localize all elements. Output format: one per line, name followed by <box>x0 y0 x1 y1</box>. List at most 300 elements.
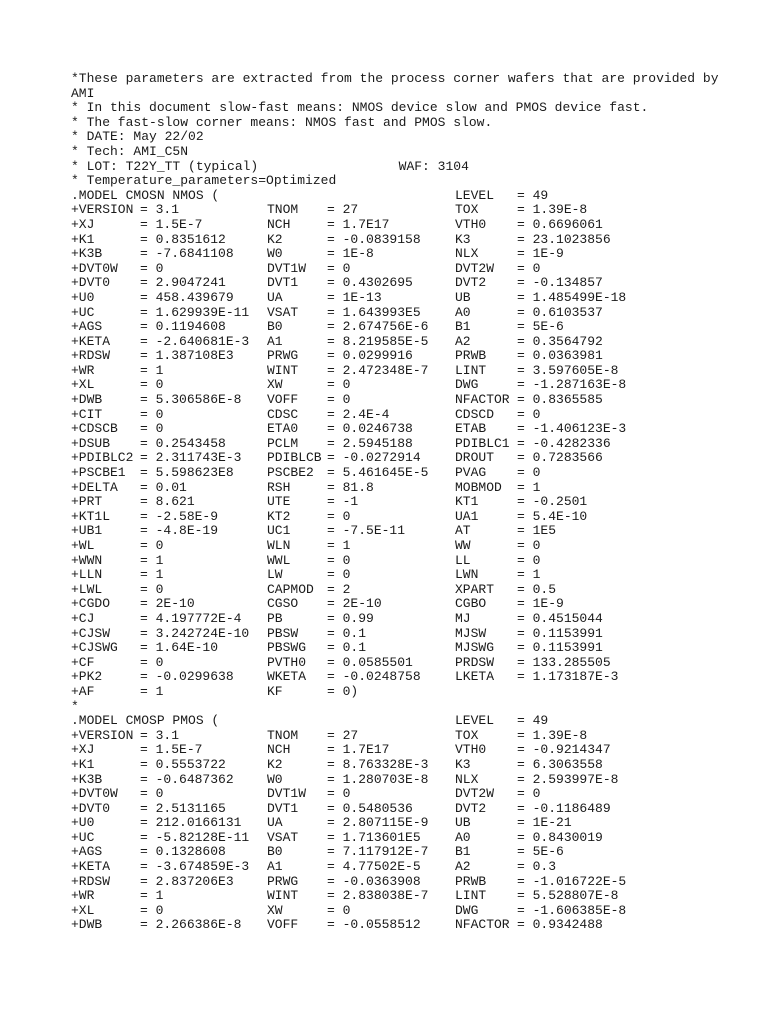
param-value: -1.287163E-8 <box>532 377 627 393</box>
param-value: 4.197772E-4 <box>155 610 242 626</box>
param-name: PVAG <box>455 465 487 481</box>
param-value: 0.1328608 <box>155 844 226 860</box>
param-name: UA1 <box>455 508 479 524</box>
param-name: PCLM <box>267 435 299 451</box>
param-entry: B0 = 7.117912E-7 <box>267 844 429 860</box>
param-entry: RSH = 81.8 <box>267 479 374 495</box>
param-name: +LLN <box>71 567 103 583</box>
param-value: 1.485499E-18 <box>532 289 627 305</box>
param-entry: +LWL = 0 <box>71 581 164 597</box>
nmos-param-row <box>71 627 731 642</box>
spice-model-document <box>71 72 731 933</box>
param-value: 0 <box>155 260 164 276</box>
pmos-param-row <box>71 860 731 875</box>
param-entry: +CDSCB = 0 <box>71 421 164 437</box>
param-entry: KT1 = -0.2501 <box>455 494 588 510</box>
param-value: 2E-10 <box>342 596 382 612</box>
param-value: 0 <box>342 567 351 583</box>
param-name: +K3B <box>71 771 103 787</box>
param-value: 5.598623E8 <box>155 465 234 481</box>
param-name: DVT2 <box>455 800 487 816</box>
param-name: +DSUB <box>71 435 111 451</box>
param-entry: LKETA = 1.173187E-3 <box>455 669 619 685</box>
param-entry: XW = 0 <box>267 902 351 918</box>
param-name: W0 <box>267 771 283 787</box>
param-entry: +XJ = 1.5E-7 <box>71 742 203 758</box>
param-name: PRWG <box>267 348 299 364</box>
pmos-param-row <box>71 875 731 890</box>
param-name: ETA0 <box>267 421 299 437</box>
param-entry: +PDIBLC2 = 2.311743E-3 <box>71 450 242 466</box>
param-name: +VERSION <box>71 202 134 218</box>
param-name: VTH0 <box>455 216 487 232</box>
param-entry: LW = 0 <box>267 567 351 583</box>
nmos-param-row <box>71 262 731 277</box>
param-entry: XPART = 0.5 <box>455 581 557 597</box>
param-value: 458.439679 <box>155 289 234 305</box>
param-entry: +K3B = -0.6487362 <box>71 771 234 787</box>
param-name: VOFF <box>267 917 299 933</box>
param-value: 1 <box>155 683 164 699</box>
param-name: +UB1 <box>71 523 103 539</box>
param-name: +AGS <box>71 319 103 335</box>
param-entry: +DWB = 2.266386E-8 <box>71 917 242 933</box>
nmos-param-row <box>71 451 731 466</box>
param-name: NCH <box>267 742 291 758</box>
param-entry: UA1 = 5.4E-10 <box>455 508 588 524</box>
nmos-param-row <box>71 656 731 671</box>
param-value: -0.6487362 <box>155 771 234 787</box>
nmos-param-row <box>71 393 731 408</box>
param-entry: NCH = 1.7E17 <box>267 216 390 232</box>
param-value: 1.7E17 <box>342 742 390 758</box>
param-value: 0.99 <box>342 610 374 626</box>
param-value: 1 <box>342 538 351 553</box>
param-entry: XW = 0 <box>267 377 351 393</box>
param-entry: UC1 = -7.5E-11 <box>267 523 406 539</box>
param-name: +U0 <box>71 815 95 831</box>
param-entry: +UB1 = -4.8E-19 <box>71 523 219 539</box>
param-entry: +CGDO = 2E-10 <box>71 596 195 612</box>
param-name: LW <box>267 567 283 583</box>
param-entry: LINT = 3.597605E-8 <box>455 362 619 378</box>
param-name: K3 <box>455 231 471 247</box>
param-entry: VTH0 = 0.6696061 <box>455 216 603 232</box>
param-name: WKETA <box>267 669 307 685</box>
param-entry: LWN = 1 <box>455 567 541 583</box>
param-value: -1.016722E-5 <box>532 873 627 889</box>
param-value: 0 <box>342 786 351 802</box>
nmos-param-row <box>71 247 731 262</box>
param-entry: +DVT0 = 2.5131165 <box>71 800 226 816</box>
param-value: 0.6103537 <box>532 304 603 320</box>
param-value: 0 <box>342 392 351 408</box>
param-entry: K3 = 23.1023856 <box>455 231 611 247</box>
param-name: +CJ <box>71 610 95 626</box>
pmos-param-row <box>71 729 731 744</box>
param-value: 0.0246738 <box>342 421 413 437</box>
param-value: 0.2543458 <box>155 435 226 451</box>
param-value: 2.266386E-8 <box>155 917 242 933</box>
param-name: NFACTOR <box>455 917 510 933</box>
nmos-param-row <box>71 291 731 306</box>
param-value: -2.58E-9 <box>155 508 219 524</box>
nmos-param-row <box>71 685 731 700</box>
param-name: VSAT <box>267 829 299 845</box>
param-value: 2.4E-4 <box>342 406 390 422</box>
param-entry: A1 = 4.77502E-5 <box>267 859 421 875</box>
param-value: 0 <box>342 552 351 568</box>
nmos-param-row <box>71 218 731 233</box>
param-entry: WINT = 2.838038E-7 <box>267 888 429 904</box>
header-line: * LOT: T22Y_TT (typical) WAF: 3104 <box>71 158 469 174</box>
param-name: UB <box>455 815 471 831</box>
param-entry: ETAB = -1.406123E-3 <box>455 421 627 437</box>
param-value: 7.117912E-7 <box>342 844 429 860</box>
param-value: 0.1 <box>342 625 367 641</box>
param-value: 0 <box>532 786 541 802</box>
param-value: 0.0299916 <box>342 348 413 364</box>
param-value: 0.8365585 <box>532 392 603 408</box>
param-entry: +PRT = 8.621 <box>71 494 195 510</box>
param-entry: +VERSION = 3.1 <box>71 202 180 218</box>
param-value: 1.39E-8 <box>532 202 588 218</box>
separator-line: * <box>71 698 79 714</box>
param-entry: NLX = 1E-9 <box>455 246 564 262</box>
pmos-parameter-table <box>71 729 731 933</box>
param-name: CDSCD <box>455 406 495 422</box>
pmos-param-row <box>71 831 731 846</box>
param-entry: DWG = -1.606385E-8 <box>455 902 627 918</box>
param-entry: +UC = -5.82128E-11 <box>71 829 250 845</box>
param-value: 1.643993E5 <box>342 304 421 320</box>
param-name: +DWB <box>71 392 103 408</box>
param-entry: PBSWG = 0.1 <box>267 640 367 656</box>
param-value: -0.0299638 <box>155 669 234 685</box>
param-name: A2 <box>455 333 471 349</box>
param-name: PVTH0 <box>267 654 307 670</box>
param-entry: VSAT = 1.643993E5 <box>267 304 421 320</box>
param-entry: B0 = 2.674756E-6 <box>267 319 429 335</box>
nmos-param-row <box>71 612 731 627</box>
param-entry: +CJSWG = 1.64E-10 <box>71 640 219 656</box>
param-value: 1.7E17 <box>342 216 390 232</box>
param-value: 1 <box>155 888 164 904</box>
pmos-level-value: 49 <box>532 713 549 729</box>
param-value: 5.4E-10 <box>532 508 588 524</box>
param-entry: TOX = 1.39E-8 <box>455 202 588 218</box>
param-name: DWG <box>455 902 479 918</box>
param-entry: +CJSW = 3.242724E-10 <box>71 625 250 641</box>
param-entry: VSAT = 1.713601E5 <box>267 829 421 845</box>
param-name: B0 <box>267 319 283 335</box>
param-name: DWG <box>455 377 479 393</box>
param-name: +XL <box>71 902 95 918</box>
nmos-param-row <box>71 466 731 481</box>
param-value: 1.173187E-3 <box>532 669 619 685</box>
param-value: 4.77502E-5 <box>342 859 421 875</box>
param-value: 2.838038E-7 <box>342 888 429 904</box>
param-value: 0.5553722 <box>155 756 226 772</box>
param-value: 0 <box>342 377 351 393</box>
param-name: +WR <box>71 362 95 378</box>
param-name: LINT <box>455 362 487 378</box>
param-value: 0) <box>342 683 359 699</box>
param-name: B1 <box>455 319 471 335</box>
param-name: +XL <box>71 377 95 393</box>
pmos-param-row <box>71 787 731 802</box>
param-entry: MJSW = 0.1153991 <box>455 625 603 641</box>
param-entry: +WL = 0 <box>71 538 164 553</box>
param-entry: +XL = 0 <box>71 377 164 393</box>
param-name: NCH <box>267 216 291 232</box>
param-value: 1E-9 <box>532 246 564 262</box>
param-entry: PRWB = -1.016722E-5 <box>455 873 627 889</box>
param-entry: VTH0 = -0.9214347 <box>455 742 611 758</box>
param-name: +LWL <box>71 581 103 597</box>
param-value: 1.5E-7 <box>155 216 203 232</box>
param-name: WINT <box>267 888 299 904</box>
param-name: CAPMOD <box>267 581 314 597</box>
param-value: 2.674756E-6 <box>342 319 429 335</box>
param-entry: DROUT = 0.7283566 <box>455 450 603 466</box>
param-value: 0 <box>342 508 351 524</box>
param-name: CDSC <box>267 406 299 422</box>
param-name: B0 <box>267 844 283 860</box>
param-value: 0.7283566 <box>532 450 603 466</box>
param-value: -1.606385E-8 <box>532 902 627 918</box>
param-name: PBSWG <box>267 640 307 656</box>
param-entry: +DVT0W = 0 <box>71 260 164 276</box>
param-entry: K2 = -0.0839158 <box>267 231 421 247</box>
param-value: 0.0585501 <box>342 654 413 670</box>
param-entry: +LLN = 1 <box>71 567 164 583</box>
param-value: 0.4515044 <box>532 610 603 626</box>
param-entry: +VERSION = 3.1 <box>71 727 180 743</box>
nmos-param-row <box>71 597 731 612</box>
param-entry: MJ = 0.4515044 <box>455 610 603 626</box>
pmos-param-row <box>71 904 731 919</box>
param-name: +CJSW <box>71 625 111 641</box>
param-value: -0.4282336 <box>532 435 611 451</box>
param-value: 5.461645E-5 <box>342 465 429 481</box>
param-entry: PBSW = 0.1 <box>267 625 367 641</box>
param-value: 212.0166131 <box>155 815 242 831</box>
param-name: K3 <box>455 756 471 772</box>
param-entry: WINT = 2.472348E-7 <box>267 362 429 378</box>
param-name: XW <box>267 377 283 393</box>
param-value: 23.1023856 <box>532 231 611 247</box>
nmos-param-row <box>71 539 731 554</box>
param-value: 2.5131165 <box>155 800 226 816</box>
param-name: +CGDO <box>71 596 111 612</box>
param-entry: LL = 0 <box>455 552 541 568</box>
param-entry: +AF = 1 <box>71 683 164 699</box>
param-value: 2.837206E3 <box>155 873 234 889</box>
param-value: 0 <box>155 902 164 918</box>
nmos-param-row <box>71 349 731 364</box>
param-value: 1 <box>532 567 541 583</box>
param-name: +AF <box>71 683 95 699</box>
param-entry: B1 = 5E-6 <box>455 844 564 860</box>
param-value: 27 <box>342 202 359 218</box>
param-value: 0.01 <box>155 479 187 495</box>
nmos-parameter-table <box>71 203 731 699</box>
param-name: +CDSCB <box>71 421 118 437</box>
param-value: 81.8 <box>342 479 374 495</box>
param-name: +K1 <box>71 231 95 247</box>
param-value: 1.629939E-11 <box>155 304 250 320</box>
param-entry: W0 = 1E-8 <box>267 246 374 262</box>
param-value: 0.8430019 <box>532 829 603 845</box>
nmos-param-row <box>71 422 731 437</box>
param-name: TNOM <box>267 202 299 218</box>
param-entry: PCLM = 2.5945188 <box>267 435 413 451</box>
nmos-param-row <box>71 641 731 656</box>
param-value: 1 <box>155 567 164 583</box>
param-value: 1E-21 <box>532 815 572 831</box>
nmos-param-row <box>71 510 731 525</box>
param-name: +WWN <box>71 552 103 568</box>
param-value: 0.5 <box>532 581 557 597</box>
nmos-param-row <box>71 437 731 452</box>
header-line: * The fast-slow corner means: NMOS fast and PMOS slow. <box>71 114 493 130</box>
param-entry: A1 = 8.219585E-5 <box>267 333 429 349</box>
param-value: 0.8351612 <box>155 231 226 247</box>
param-name: +UC <box>71 304 95 320</box>
param-name: NFACTOR <box>455 392 510 408</box>
param-value: 2.9047241 <box>155 275 226 291</box>
param-value: 2E-10 <box>155 596 195 612</box>
param-value: 0 <box>532 465 541 481</box>
param-value: 2.311743E-3 <box>155 450 242 466</box>
param-entry: NFACTOR = 0.8365585 <box>455 392 603 408</box>
param-entry: WKETA = -0.0248758 <box>267 669 421 685</box>
param-name: WWL <box>267 552 291 568</box>
param-entry: NFACTOR = 0.9342488 <box>455 917 603 933</box>
pmos-level-key: LEVEL <box>455 713 495 729</box>
param-entry: +RDSW = 2.837206E3 <box>71 873 234 889</box>
param-name: +WL <box>71 538 95 553</box>
param-entry: PDIBLCB = -0.0272914 <box>267 450 421 466</box>
param-value: 0.4302695 <box>342 275 413 291</box>
param-name: PRWB <box>455 873 487 889</box>
param-name: DVT1W <box>267 786 307 802</box>
param-value: -0.9214347 <box>532 742 611 758</box>
param-value: 2 <box>342 581 351 597</box>
param-entry: PRWB = 0.0363981 <box>455 348 603 364</box>
pmos-param-row <box>71 758 731 773</box>
param-name: VOFF <box>267 392 299 408</box>
param-name: LINT <box>455 888 487 904</box>
param-entry: PB = 0.99 <box>267 610 374 626</box>
param-entry: +K3B = -7.6841108 <box>71 246 234 262</box>
header-line: AMI <box>71 85 95 101</box>
param-entry: PRWG = 0.0299916 <box>267 348 413 364</box>
param-name: XW <box>267 902 283 918</box>
param-name: LL <box>455 552 471 568</box>
param-name: B1 <box>455 844 471 860</box>
param-value: 0.5480536 <box>342 800 413 816</box>
param-name: PSCBE2 <box>267 465 314 481</box>
param-value: -7.5E-11 <box>342 523 406 539</box>
param-name: UTE <box>267 494 291 510</box>
param-entry: AT = 1E5 <box>455 523 557 539</box>
param-entry: +U0 = 212.0166131 <box>71 815 242 831</box>
nmos-model-line: .MODEL CMOSN NMOS ( LEVEL = 49 <box>71 187 549 203</box>
param-name: DVT1 <box>267 275 299 291</box>
param-name: NLX <box>455 246 479 262</box>
param-name: DVT2W <box>455 260 495 276</box>
param-value: -0.0363908 <box>342 873 421 889</box>
param-value: 0 <box>342 902 351 918</box>
nmos-param-row <box>71 378 731 393</box>
param-value: 0.1 <box>342 640 367 656</box>
param-value: 0 <box>155 406 164 422</box>
param-name: +CF <box>71 654 95 670</box>
param-entry: A2 = 0.3564792 <box>455 333 603 349</box>
param-entry: DVT2W = 0 <box>455 786 541 802</box>
param-name: +CIT <box>71 406 103 422</box>
param-entry: +AGS = 0.1328608 <box>71 844 226 860</box>
param-entry: VOFF = 0 <box>267 392 351 408</box>
param-name: MJSW <box>455 625 487 641</box>
param-value: 0.6696061 <box>532 216 603 232</box>
param-value: 5.528807E-8 <box>532 888 619 904</box>
param-value: 2.5945188 <box>342 435 413 451</box>
nmos-param-row <box>71 306 731 321</box>
param-value: -0.0248758 <box>342 669 421 685</box>
param-entry: MOBMOD = 1 <box>455 479 541 495</box>
param-value: 6.3063558 <box>532 756 603 772</box>
param-value: 3.1 <box>155 727 180 743</box>
param-value: 0.1153991 <box>532 640 603 656</box>
param-name: KT2 <box>267 508 291 524</box>
param-entry: UA = 1E-13 <box>267 289 382 305</box>
param-entry: DVT1W = 0 <box>267 786 351 802</box>
param-entry: +DSUB = 0.2543458 <box>71 435 226 451</box>
param-name: +K3B <box>71 246 103 262</box>
param-value: 1E5 <box>532 523 557 539</box>
param-entry: DVT1 = 0.4302695 <box>267 275 413 291</box>
param-value: 0 <box>155 786 164 802</box>
param-entry: TNOM = 27 <box>267 727 359 743</box>
pmos-param-row <box>71 889 731 904</box>
param-value: 0 <box>532 260 541 276</box>
param-entry: TOX = 1.39E-8 <box>455 727 588 743</box>
param-value: 5.306586E-8 <box>155 392 242 408</box>
param-value: 8.763328E-3 <box>342 756 429 772</box>
param-entry: +K1 = 0.5553722 <box>71 756 226 772</box>
param-entry: CAPMOD = 2 <box>267 581 351 597</box>
param-value: -7.6841108 <box>155 246 234 262</box>
param-value: 2.593997E-8 <box>532 771 619 787</box>
param-entry: A0 = 0.6103537 <box>455 304 603 320</box>
param-value: -5.82128E-11 <box>155 829 250 845</box>
param-name: PRWB <box>455 348 487 364</box>
param-name: ETAB <box>455 421 487 437</box>
param-value: 0 <box>155 581 164 597</box>
param-name: DVT2W <box>455 786 495 802</box>
param-name: +KETA <box>71 333 111 349</box>
param-value: 0.1153991 <box>532 625 603 641</box>
param-value: 8.621 <box>155 494 195 510</box>
param-name: +KETA <box>71 859 111 875</box>
nmos-param-row <box>71 364 731 379</box>
param-entry: B1 = 5E-6 <box>455 319 564 335</box>
param-entry: +DELTA = 0.01 <box>71 479 187 495</box>
param-value: 1.5E-7 <box>155 742 203 758</box>
